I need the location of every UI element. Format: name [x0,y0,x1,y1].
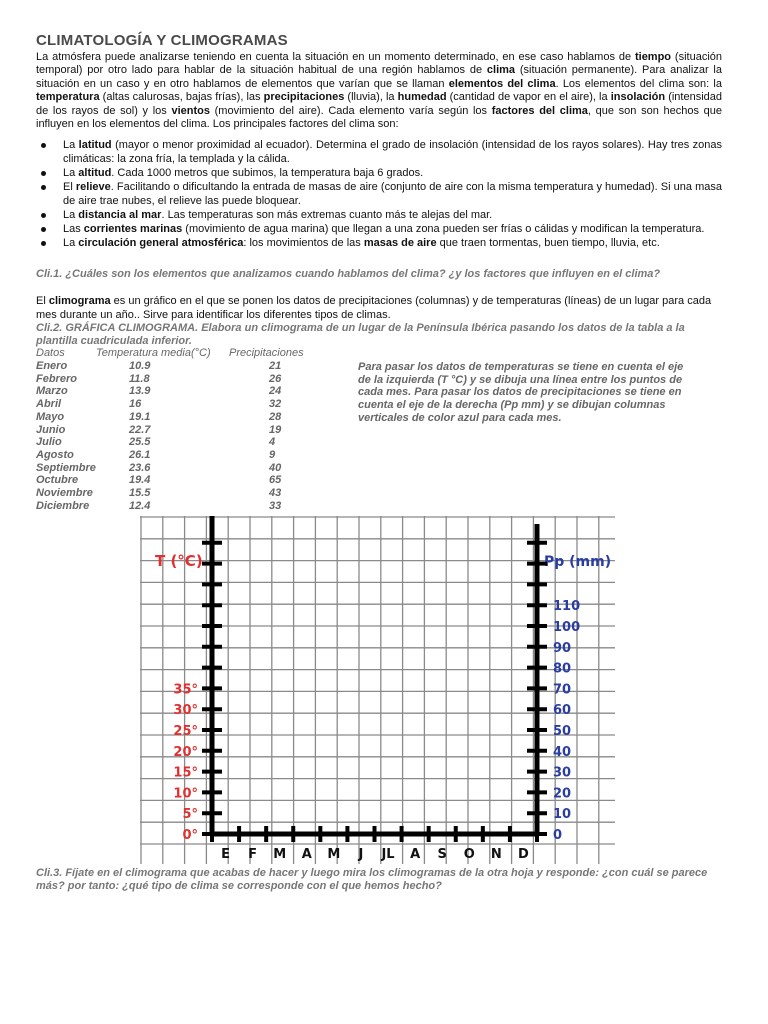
climogram-template [140,516,615,864]
precipitation-cell: 19 [269,423,282,436]
temperature-tick-label: 20° [173,744,198,760]
factor-segment: La [63,139,79,151]
factor-segment: masas de aire [363,237,437,249]
month-cell: Diciembre [36,499,90,512]
precipitation-tick-label: 110 [553,599,581,615]
precipitation-cell: 65 [269,474,282,487]
precipitation-axis-title: Pp (mm) [544,554,612,570]
factor-item [36,138,722,166]
intro-segment: temperatura [36,91,100,104]
temperature-tick-label: 30° [173,703,198,719]
temperature-cell: 16 [129,398,142,411]
intro-segment: (altas calurosas, bajas frías), las [99,91,264,104]
factor-segment: La [63,237,79,249]
intro-segment: (situación permanente). Para analizar la situación en un caso y en otro hablamos de elementos que varían que se llaman [36,64,722,90]
intro-segment: precipitaciones [263,91,345,104]
intro-segment: (cantidad de vapor en el aire), la [446,91,611,104]
precipitation-tick-label: 20 [553,786,572,802]
temperature-tick-label: 0° [182,828,198,843]
question-cli-3: Cli.3. Fíjate en el climograma que acabas de hacer y luego mira los climogramas de la otra hoja y responde: ¿con cuál se parece más? por tanto: ¿qué tipo de clima se corresponde con el que hemos hecho? [36,867,708,892]
temperature-tick-label: 35° [173,682,198,698]
intro-segment: elementos del clima [448,77,556,90]
intro-segment: clima [486,64,516,77]
month-label: D [518,847,529,862]
precipitation-cell: 28 [269,410,282,423]
factor-segment: distancia al mar [78,209,162,221]
precipitation-tick-label: 60 [553,703,572,719]
intro-segment: , que son son hechos que influyen en los elementos del clima. Los principales factores del clima son: [36,104,722,131]
month-cell: Octubre [36,474,79,487]
precipitation-cell: 26 [269,372,282,385]
intro-segment: vientos [171,104,210,117]
month-label: M [273,847,287,862]
temperature-tick-label: 25° [173,724,198,739]
intro-segment: factores del clima [491,104,588,117]
intro-segment: La atmósfera puede analizarse teniendo en cuenta la situación en un momento determinado, en ese caso hablamos de [36,51,635,63]
precipitation-cell: 21 [269,360,282,372]
temperature-cell: 26.1 [129,448,151,461]
month-cell: Febrero [36,372,77,385]
factor-segment: La [63,167,79,179]
month-cell: Agosto [36,448,74,461]
factor-segment: relieve [75,181,111,193]
month-cell: Mayo [36,410,65,423]
factor-segment: Las [63,223,84,235]
precipitation-cell: 32 [269,398,282,411]
temperature-tick-label: 10° [173,786,198,802]
month-label: A [410,847,421,862]
temperature-axis-title: T (°C) [155,552,203,570]
temperature-cell: 11.8 [129,372,150,385]
intro-segment: (lluvia), la [344,91,398,104]
question-cli-1: Cli.1. ¿Cuáles son los elementos que analizamos cuando hablamos del clima? ¿y los factores que influyen en el clima? [36,268,661,280]
intro-segment: tiempo [634,51,672,63]
month-cell: Julio [36,436,62,449]
factor-item [36,166,722,180]
month-cell: Septiembre [36,461,96,474]
precipitation-tick-label: 50 [553,724,572,739]
factor-segment: : los movimientos de las [243,237,364,249]
precipitation-tick-label: 70 [553,682,572,698]
temperature-tick-label: 15° [173,765,198,781]
page-title: CLIMATOLOGÍA Y CLIMOGRAMAS [36,32,288,49]
precipitation-tick-label: 10 [553,807,572,823]
temperature-cell: 22.7 [129,423,151,436]
climo-segment: es un gráfico en el que se ponen los datos de precipitaciones (columnas) y de temperaturas (líneas) de un lugar para cada mes durante un año.. Sirve para identificar los diferentes tipos de climas. [36,295,712,321]
month-label: F [248,847,258,862]
factor-segment: (movimiento de agua marina) que llegan a una zona pueden ser frías o cálidas y modifican la temperatura. [182,223,705,235]
intro-segment: (situación temporal) por otro lado para hablar de la situación habitual de una región hablamos de [36,51,722,77]
temperature-tick-label: 5° [182,807,198,823]
month-cell: Noviembre [36,487,93,499]
precipitation-tick-label: 80 [553,661,572,677]
month-label: A [301,847,312,862]
month-label: JL [381,847,395,862]
factor-segment: La [63,209,79,221]
precipitation-tick-label: 90 [553,640,572,656]
factor-item [36,222,722,236]
month-label: M [327,847,341,862]
factor-item [36,180,722,208]
temperature-cell: 19.4 [129,474,151,487]
precipitation-cell: 24 [269,385,282,398]
table-header-datos: Datos [36,347,65,359]
temperature-cell: 15.5 [129,487,151,499]
factor-item [36,236,722,250]
month-label: O [463,847,475,862]
climogram-grid-chart [140,516,615,864]
climate-factors-list [36,138,722,250]
factor-item [36,208,722,222]
precipitation-cell: 9 [269,448,276,461]
table-header-precipitaciones: Precipitaciones [229,347,304,359]
month-label: E [221,847,230,862]
temperature-cell: 10.9 [129,360,151,372]
month-cell: Enero [36,360,68,372]
precipitation-cell: 43 [269,487,282,499]
precipitation-cell: 40 [269,461,282,474]
intro-segment: insolación [610,91,666,104]
table-header-temperatura: Temperatura media(°C) [96,347,211,359]
climogram-definition [36,294,722,322]
precipitation-cell: 4 [269,436,276,449]
precipitation-tick-label: 30 [553,765,572,781]
month-cell: Marzo [36,385,68,398]
month-cell: Abril [36,398,62,411]
temperature-cell: 13.9 [129,385,151,398]
month-cell: Junio [36,423,66,436]
factor-segment: . Cada 1000 metros que subimos, la temperatura baja 6 grados. [111,167,424,179]
temperature-cell: 19.1 [129,410,151,423]
precipitation-cell: 33 [269,499,282,512]
temperature-cell: 25.5 [129,436,151,449]
month-label: S [437,847,447,862]
temperature-cell: 23.6 [129,461,151,474]
factor-segment: corrientes marinas [83,223,183,235]
precipitation-tick-label: 40 [553,744,572,760]
intro-segment: (intensidad de los rayos de sol) y los [36,91,723,117]
climo-segment: climograma [48,295,111,307]
factor-segment: . Facilitando o dificultando la entrada de masas de aire (conjunto de aire con la misma temperatura y humedad). Si una masa de aire trae nubes, el relieve las puede bloquear. [63,181,722,207]
question-cli-2: Cli.2. GRÁFICA CLIMOGRAMA. Elabora un climograma de un lugar de la Península Ibérica pasando los datos de la tabla a la plantilla cuadriculada inferior. [36,322,685,347]
factor-segment: . Las temperaturas son más extremas cuanto más te alejas del mar. [161,209,493,221]
precipitation-tick-label: 0 [553,828,563,843]
month-label: J [358,847,364,862]
factor-segment: El [63,181,76,193]
intro-segment: (movimiento del aire). Cada elemento varía según los [209,104,492,117]
climo-segment: El [36,295,49,307]
factor-segment: latitud [78,139,112,151]
intro-segment: humedad [397,91,447,104]
temperature-cell: 12.4 [129,499,151,512]
intro-paragraph [36,51,722,131]
factor-segment: altitud [78,167,112,179]
intro-segment: . Los elementos del clima son: la [555,77,722,90]
factor-segment: circulación general atmosférica [78,237,244,249]
precipitation-tick-label: 100 [553,620,581,635]
month-label: N [490,847,502,862]
factor-segment: que traen tormentas, buen tiempo, lluvia, etc. [436,237,660,249]
instructions-note: Para pasar los datos de temperaturas se tiene en cuenta el eje de la izquierda (T °C) y se dibuja una línea entre los puntos de cada mes. Para pasar los datos de precipitaciones se tiene en cuenta el eje de la derecha (Pp mm) y se dibujan columnas verticales de color azul para cada mes. [358,361,684,424]
factor-segment: (mayor o menor proximidad al ecuador). Determina el grado de insolación (intensidad de los rayos solares). Hay tres zonas climáticas: la zona fría, la templada y la cálida. [63,139,722,165]
